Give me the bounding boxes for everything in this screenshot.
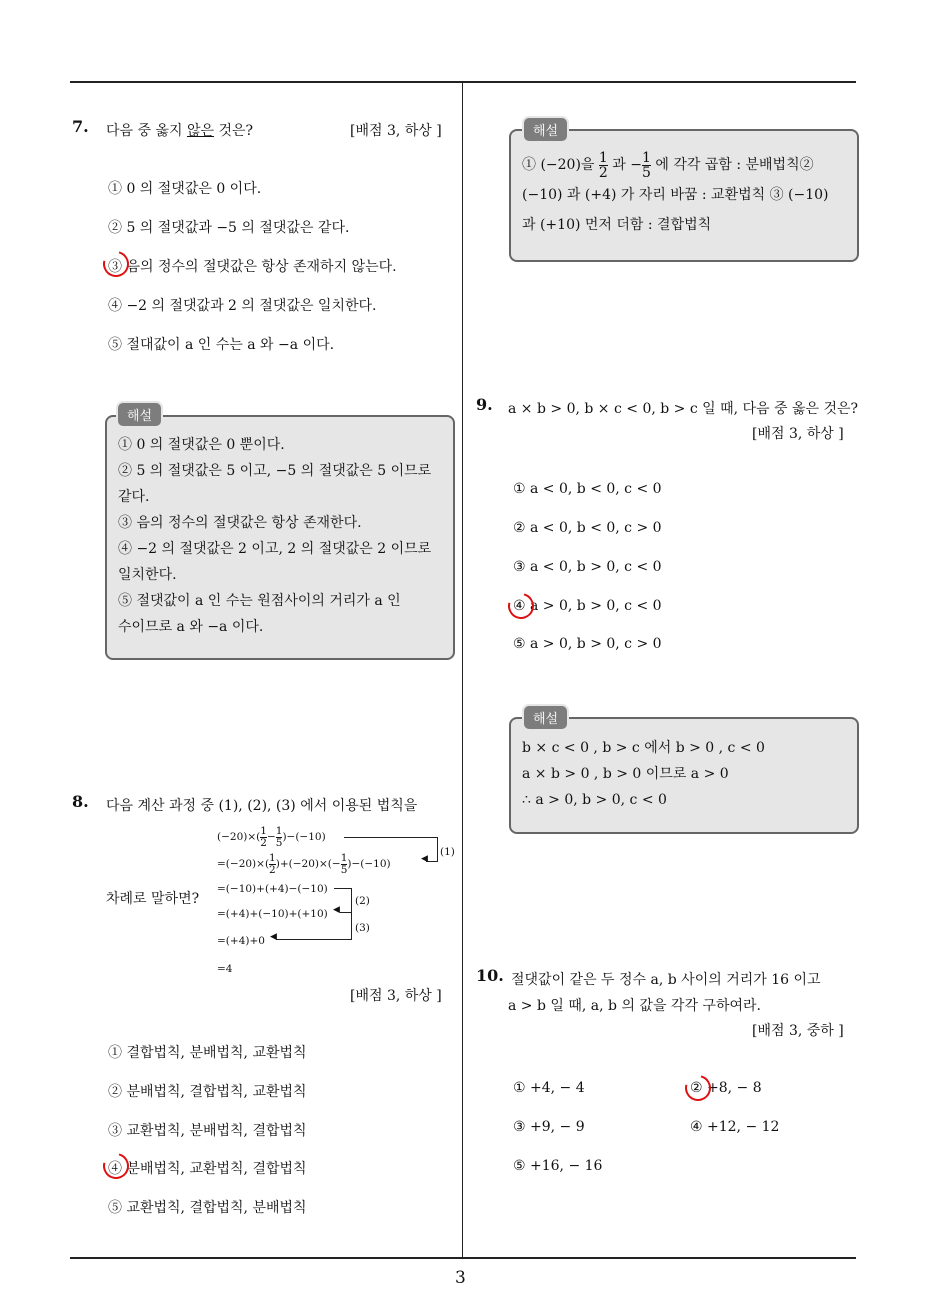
page-number: 3: [455, 1268, 466, 1288]
frac-den: 2: [598, 164, 608, 181]
step-label-3: (3): [355, 922, 370, 934]
bracket-1-side: [437, 837, 438, 862]
q8-calc-line-3: =(−10)+(+4)−(−10): [217, 883, 328, 895]
q8-calc-line-4: =(+4)+(−10)+(+10): [217, 908, 328, 920]
q7-expl-line-1: ① 0 의 절댓값은 0 뿐이다.: [118, 437, 285, 453]
q10-choice-4[interactable]: ④ +12, − 12: [690, 1119, 780, 1135]
frac-num: 1: [269, 852, 276, 864]
bracket-1-arrow: ◀: [421, 854, 428, 864]
bracket-2-top: [334, 888, 352, 889]
q7-expl-line-2: ② 5 의 절댓값은 5 이고, −5 의 절댓값은 5 이므로: [118, 463, 432, 479]
q8-expl-line-3: 과 (+10) 먼저 더함 : 결합법칙: [522, 217, 712, 233]
q8-calc-line-1: [217, 826, 326, 848]
bottom-rule: [70, 1257, 856, 1259]
q9-number: 9.: [476, 395, 493, 414]
q8-choice-5[interactable]: ⑤ 교환법칙, 결합법칙, 분배법칙: [108, 1200, 307, 1216]
q7-choice-4[interactable]: ④ −2 의 절댓값과 2 의 절댓값은 일치한다.: [108, 298, 377, 314]
q8-answer-mark: [98, 1148, 134, 1184]
step-label-2: (2): [355, 895, 370, 907]
calc-line-2-mid: )+(−20)×(−: [275, 858, 341, 870]
calc-minus: −: [266, 831, 276, 843]
calc-line-1-head: (−20)×(: [217, 831, 261, 843]
frac-den: 5: [641, 164, 651, 181]
q7-expl-line-6: 일치한다.: [118, 567, 177, 583]
q10-score: [배점 3, 중하 ]: [752, 1023, 844, 1039]
q9-expl-line-1: b × c < 0 , b > c 에서 b > 0 , c < 0: [522, 740, 765, 756]
q7-choice-3[interactable]: ③ 음의 정수의 절댓값은 항상 존재하지 않는다.: [108, 259, 397, 275]
q7-stem: [106, 120, 253, 140]
q7-expl-line-7: ⑤ 절댓값이 a 인 수는 원점사이의 거리가 a 인: [118, 593, 401, 609]
bracket-3-bottom: [276, 939, 352, 940]
frac-num: 1: [275, 825, 283, 837]
q7-choice-1[interactable]: ① 0 의 절댓값은 0 이다.: [108, 181, 262, 197]
q9-choice-2[interactable]: ② a < 0, b < 0, c > 0: [513, 520, 662, 536]
q9-choice-3[interactable]: ③ a < 0, b > 0, c < 0: [513, 559, 662, 575]
frac-half: [260, 826, 267, 848]
step-label-1: (1): [440, 846, 455, 858]
q10-choice-3[interactable]: ③ +9, − 9: [513, 1119, 585, 1135]
q9-score: [배점 3, 하상 ]: [752, 426, 844, 442]
q10-choice-2[interactable]: ② +8, − 8: [690, 1080, 762, 1096]
top-rule: [70, 81, 856, 83]
q8-choice-1[interactable]: ① 결합법칙, 분배법칙, 교환법칙: [108, 1045, 307, 1061]
q9-stem: a × b > 0, b × c < 0, b > c 일 때, 다음 중 옳은 것은?: [508, 401, 859, 417]
q7-answer-mark: [98, 246, 134, 282]
frac-den: 2: [269, 863, 276, 876]
q8-choice-3[interactable]: ③ 교환법칙, 분배법칙, 결합법칙: [108, 1123, 307, 1139]
q7-choice-5[interactable]: ⑤ 절대값이 a 인 수는 a 와 −a 이다.: [108, 337, 335, 353]
frac-den: 5: [340, 863, 348, 876]
q8-expl-line-1: [522, 150, 829, 180]
bracket-3-arrow: ◀: [270, 932, 277, 942]
bracket-2-side: [351, 888, 352, 913]
q7-expl-line-3: 같다.: [118, 489, 150, 505]
frac-den: 2: [260, 836, 267, 849]
calc-line-1-tail: )−(−10): [282, 831, 326, 843]
q9-choice-5[interactable]: ⑤ a > 0, b > 0, c > 0: [513, 636, 662, 652]
q8-number: 8.: [72, 792, 89, 811]
q8-explanation-tag: 해설: [522, 116, 569, 143]
expl-l1a: ① (−20)을: [522, 157, 599, 173]
q7-expl-line-4: ③ 음의 정수의 절댓값은 항상 존재한다.: [118, 515, 362, 531]
expl-l1b: 과 −: [607, 157, 642, 173]
q9-expl-line-2: a × b > 0 , b > 0 이므로 a > 0: [522, 766, 729, 782]
bracket-2-arrow: ◀: [333, 905, 340, 915]
q8-choice-2[interactable]: ② 분배법칙, 결합법칙, 교환법칙: [108, 1084, 307, 1100]
q10-choice-5[interactable]: ⑤ +16, − 16: [513, 1158, 603, 1174]
q8-stem-line1: 다음 계산 과정 중 (1), (2), (3) 에서 이용된 법칙을: [106, 798, 418, 814]
q8-score: [배점 3, 하상 ]: [350, 988, 442, 1004]
q7-stem-underlined: 않은: [186, 123, 215, 139]
q8-expl-line-2: (−10) 과 (+4) 가 자리 바꿈 : 교환법칙 ③ (−10): [522, 187, 829, 203]
q10-answer-mark: [680, 1070, 716, 1106]
q9-choice-1[interactable]: ① a < 0, b < 0, c < 0: [513, 481, 662, 497]
q9-explanation-text: [522, 735, 765, 813]
q10-choice-1[interactable]: ① +4, − 4: [513, 1080, 585, 1096]
q7-score: [배점 3, 하상 ]: [350, 123, 442, 139]
q8-calc-line-6: =4: [217, 963, 233, 975]
q8-explanation-text: [522, 150, 829, 240]
frac-num: 1: [340, 852, 348, 864]
q9-expl-line-3: ∴ a > 0, b > 0, c < 0: [522, 792, 667, 808]
frac-num: 1: [598, 149, 608, 166]
expl-l1c: 에 각각 곱함 : 분배법칙②: [650, 157, 814, 173]
q7-choice-2[interactable]: ② 5 의 절댓값과 −5 의 절댓값은 같다.: [108, 220, 350, 236]
q10-stem-line2: a > b 일 때, a, b 의 값을 각각 구하여라.: [508, 998, 761, 1014]
q9-choice-4[interactable]: ④ a > 0, b > 0, c < 0: [513, 598, 662, 614]
calc-line-2-head: =(−20)×(: [217, 858, 270, 870]
q7-explanation-tag: 해설: [116, 401, 163, 428]
q7-explanation-text: [118, 432, 431, 640]
frac-num: 1: [260, 825, 267, 837]
bracket-1-top: [344, 837, 438, 838]
frac-num: 1: [641, 149, 651, 166]
frac-half: [599, 151, 608, 180]
q10-stem-line1: 절댓값이 같은 두 정수 a, b 사이의 거리가 16 이고: [511, 972, 821, 988]
calc-line-2-tail: )−(−10): [347, 858, 391, 870]
frac-fifth: [642, 151, 651, 180]
q7-expl-line-8: 수이므로 a 와 −a 이다.: [118, 619, 264, 635]
q8-calc-line-2: [217, 853, 391, 875]
q8-calc-line-5: =(+4)+0: [217, 935, 265, 947]
q9-answer-mark: [503, 588, 539, 624]
q8-choice-4[interactable]: ④ 분배법칙, 교환법칙, 결합법칙: [108, 1161, 307, 1177]
q7-stem-post: 것은?: [214, 123, 254, 139]
q9-explanation-tag: 해설: [522, 704, 569, 731]
q7-number: 7.: [72, 117, 89, 136]
column-divider: [462, 83, 463, 1259]
bracket-3-side: [351, 913, 352, 940]
q7-stem-pre: 다음 중 옳지: [106, 123, 187, 139]
frac-den: 5: [275, 836, 283, 849]
q10-number: 10.: [476, 966, 504, 985]
q8-stem-line2: 차례로 말하면?: [106, 891, 200, 907]
frac-half: [269, 853, 276, 875]
q7-expl-line-5: ④ −2 의 절댓값은 2 이고, 2 의 절댓값은 2 이므로: [118, 541, 432, 557]
